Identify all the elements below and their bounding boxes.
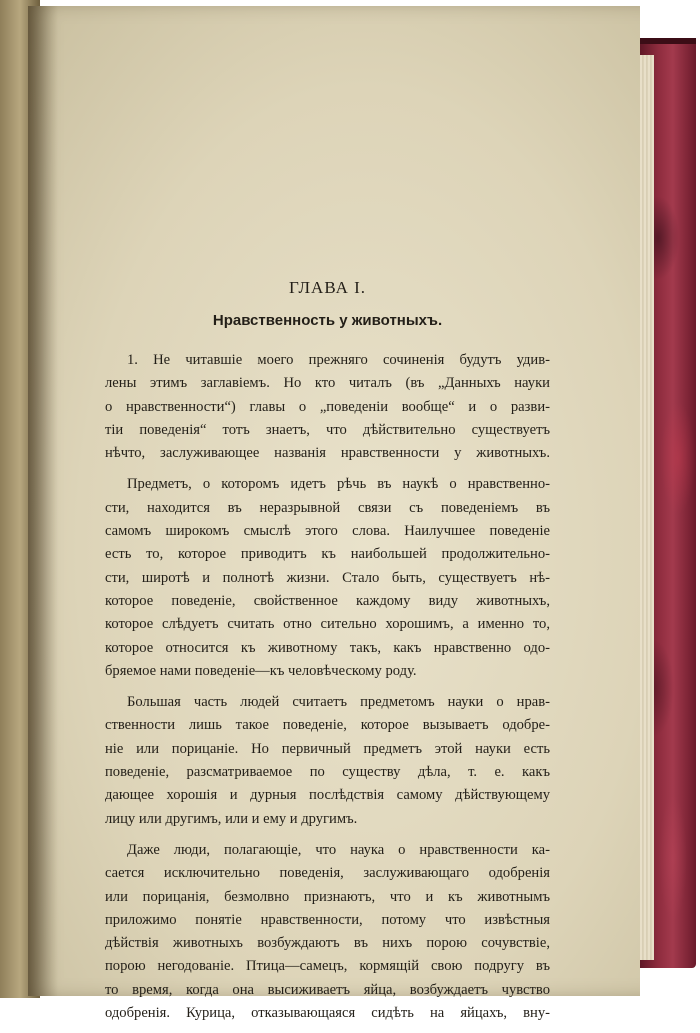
text-line: 1. Не читавшіе моего прежняго сочиненія будутъ удив- — [127, 352, 550, 368]
text-line: лены этимъ заглавіемъ. Но кто читалъ (въ „Данныхъ науки — [105, 375, 550, 392]
text-line: которое относится къ животному такъ, какъ нравственно одо- — [105, 639, 550, 656]
text-line: сти, находится въ неразрывной связи съ поведеніемъ въ — [105, 499, 550, 516]
gutter-shadow — [28, 6, 58, 996]
text-line: или порицанія, безмолвно признаютъ, что и къ животнымъ — [105, 888, 550, 905]
text-line: приложимо понятіе нравственности, потому что извѣстныя — [105, 911, 550, 928]
chapter-subtitle: Нравственность у животныхъ. — [212, 312, 443, 329]
text-line: сти, широтѣ и полнотѣ жизни. Стало быть, существуетъ нѣ- — [105, 569, 550, 586]
text-line: которое слѣдуетъ считать отно сительно хорошимъ, а именно то, — [105, 616, 550, 633]
page-text — [105, 278, 550, 1033]
text-line: сается исключительно поведенія, заслуживающаго одобренія — [105, 865, 550, 882]
cover-top-edge — [638, 38, 696, 44]
paragraph — [105, 691, 550, 831]
paragraph — [105, 473, 550, 683]
text-line: ственности лишь такое поведеніе, которое вызываетъ одобре- — [105, 717, 550, 734]
text-line: порою негодованіе. Птица—самецъ, кормящій свою подругу въ — [105, 958, 550, 975]
text-line: о нравственности“) главы о „поведеніи вообще“ и о разви- — [105, 398, 550, 415]
text-line: ніе или порицаніе. Но первичный предметъ этой науки есть — [105, 740, 550, 757]
chapter-title: ГЛАВА I. — [288, 278, 367, 297]
text-line: то время, когда она высиживаетъ яйца, возбуждаетъ чувство — [105, 981, 550, 998]
text-line: Большая часть людей считаетъ предметомъ науки о нрав- — [127, 694, 550, 711]
text-line: лицу или другимъ, или и ему и другимъ. — [105, 810, 358, 827]
text-line: бряемое нами поведеніе—къ человѣческому роду. — [105, 662, 417, 679]
text-line: Даже люди, полагающіе, что наука о нравственности ка- — [127, 841, 550, 858]
text-line: тіи поведенія“ тотъ знаетъ, что дѣйствительно существуетъ — [105, 421, 550, 438]
text-line: дающее хорошія и дурныя послѣдствія самому дѣйствующему — [105, 787, 550, 804]
text-line: которое поведеніе, свойственное каждому виду животныхъ, — [105, 592, 550, 609]
text-line: дѣйствія животныхъ возбуждаютъ въ нихъ порою сочувствіе, — [105, 935, 550, 952]
text-line: поведеніе, разсматриваемое по существу дѣла, т. е. какъ — [105, 764, 550, 781]
paragraph — [105, 839, 550, 1025]
text-line: самомъ широкомъ смыслѣ этого слова. Наилучшее поведеніе — [105, 523, 550, 540]
text-line: есть то, которое приводитъ къ наибольшей продолжительно- — [105, 546, 550, 563]
text-line: нѣчто, заслуживающее названія нравственности у животныхъ. — [105, 445, 550, 462]
text-line: одобренія. Курица, отказывающаяся сидѣть на яйцахъ, вну- — [105, 1005, 550, 1022]
paragraph — [105, 349, 550, 465]
text-line: Предметъ, о которомъ идетъ рѣчь въ наукѣ о нравственно- — [127, 476, 550, 493]
